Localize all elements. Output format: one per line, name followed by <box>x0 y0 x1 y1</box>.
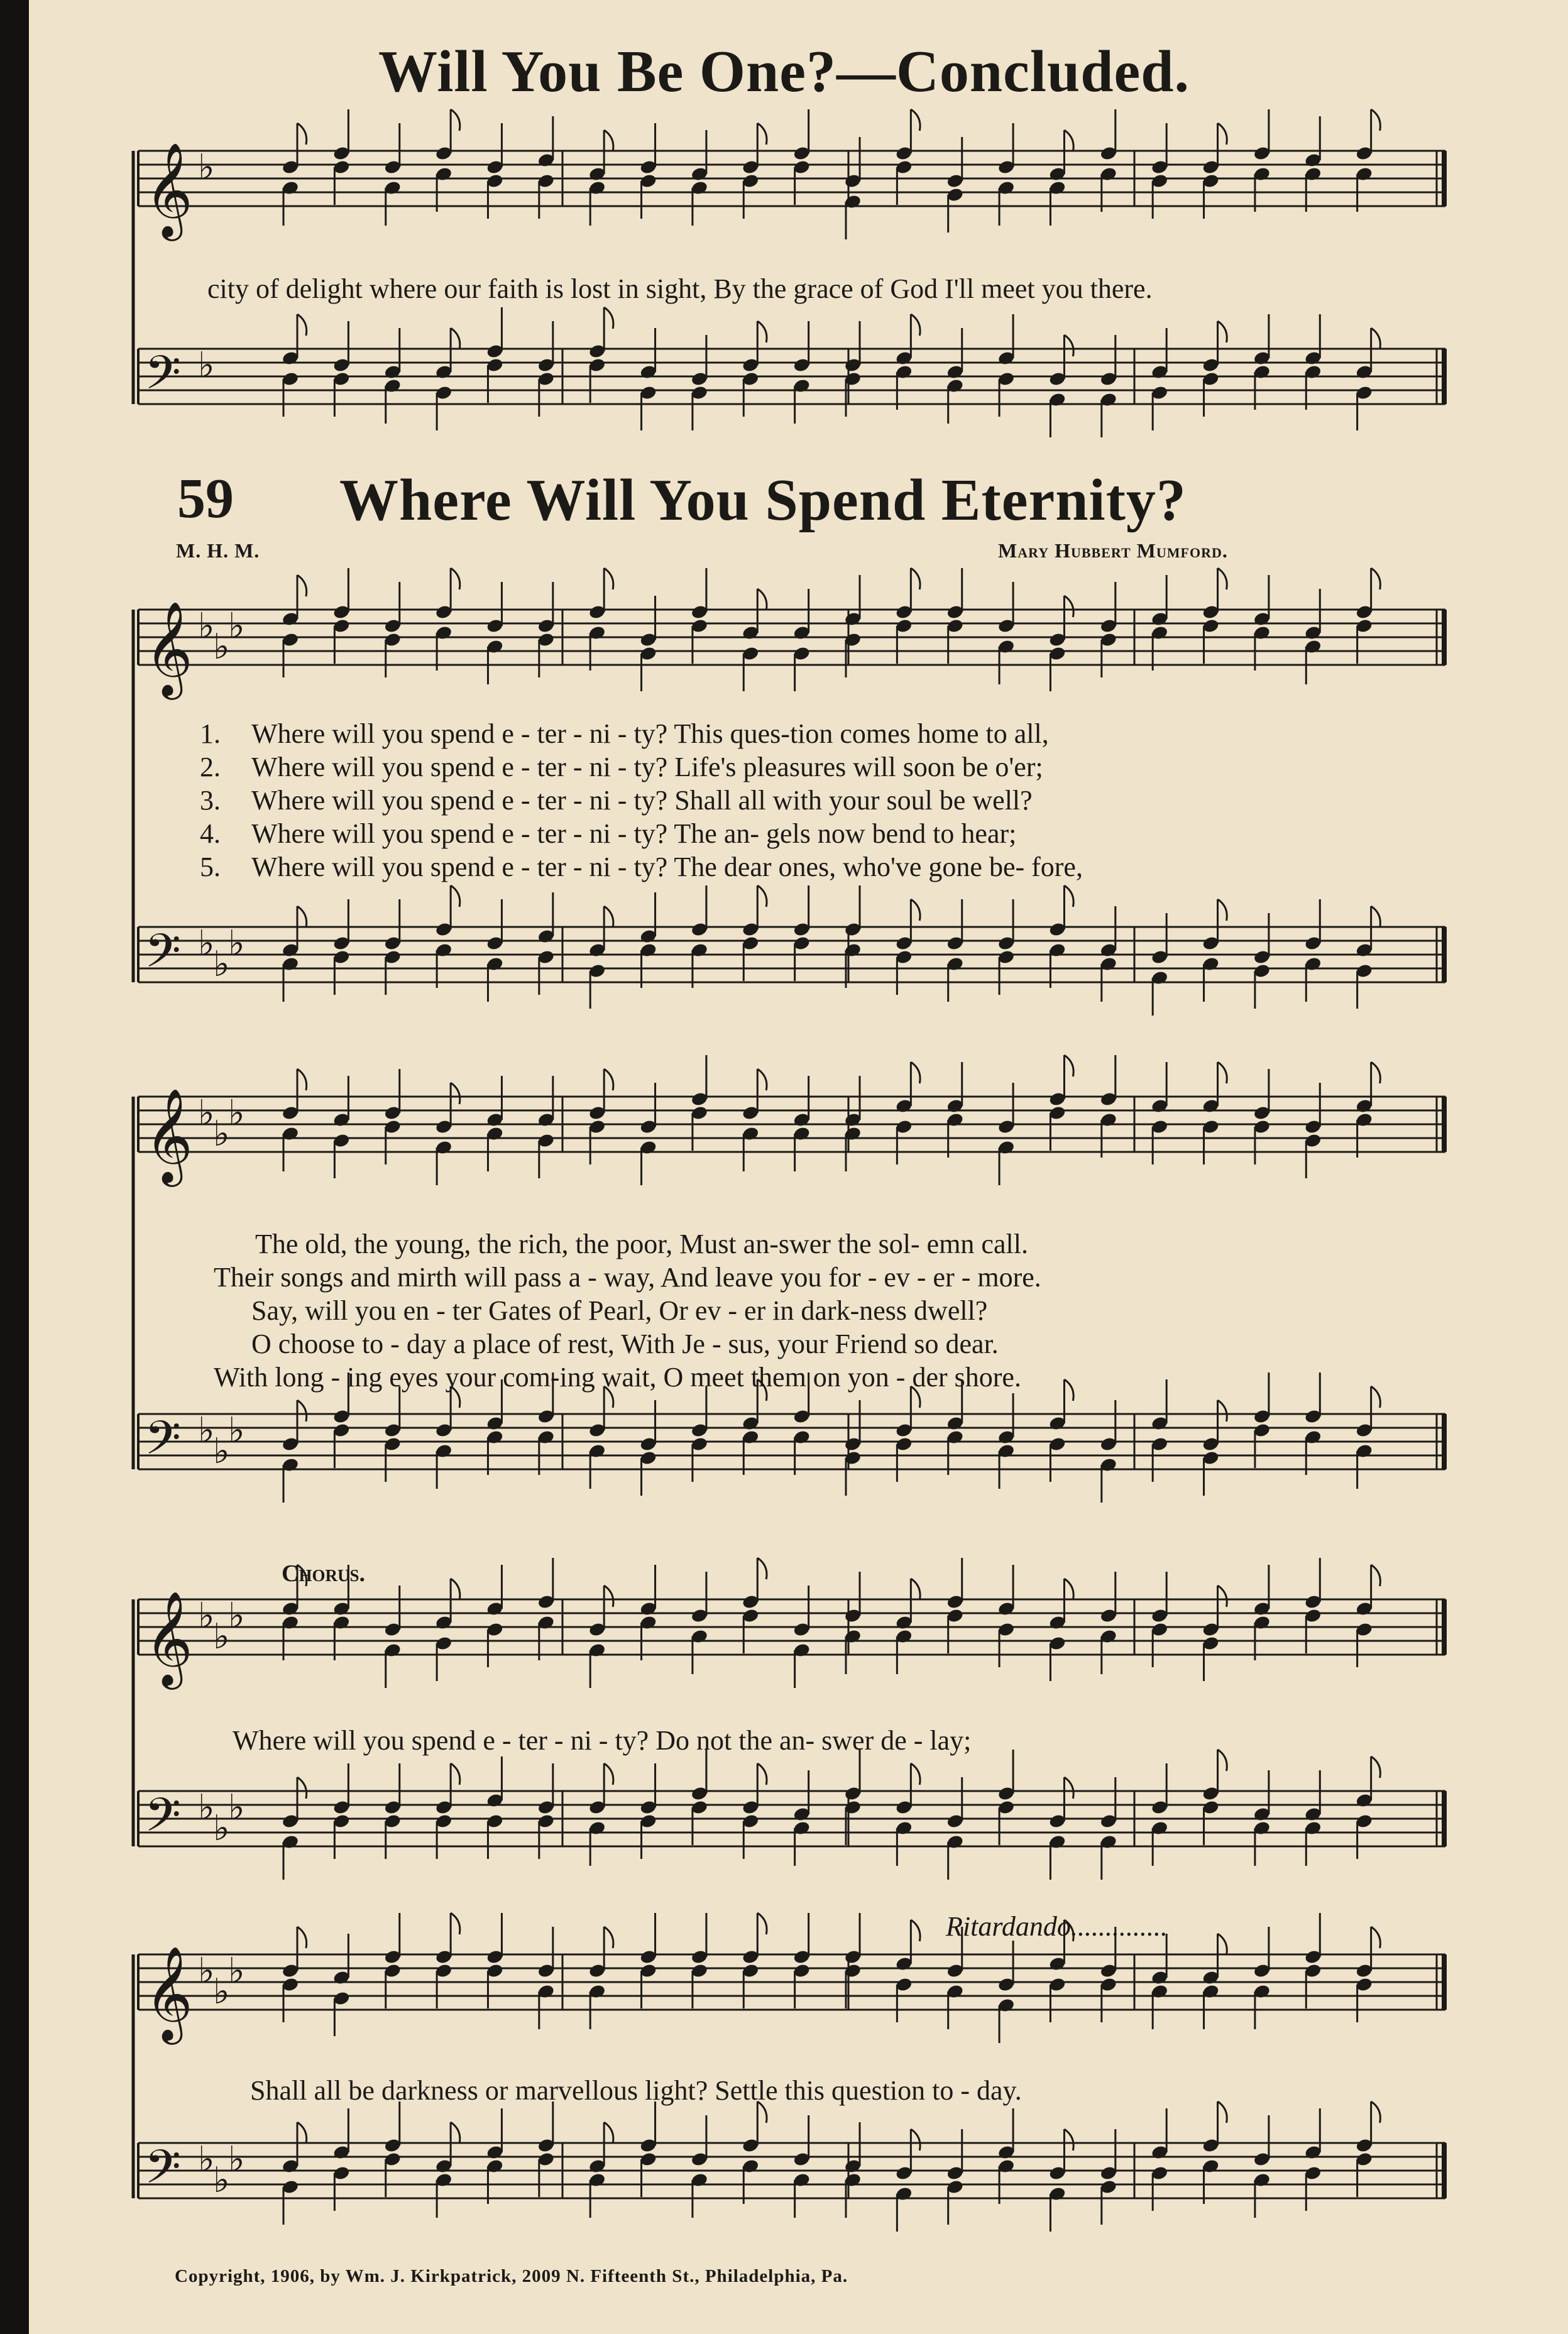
verse-line: 5. Where will you spend e - ter - ni - ty? The dear ones, who've gone be- fore, <box>200 852 1083 882</box>
note-flag <box>604 307 613 329</box>
note-flag <box>1218 1062 1227 1083</box>
note-flag <box>1371 1756 1381 1778</box>
note-flag <box>757 589 767 610</box>
note-flag <box>1218 1586 1227 1607</box>
note-flag <box>911 899 920 921</box>
note-flag <box>757 885 767 907</box>
note-flag <box>604 1069 613 1090</box>
note-flag <box>1064 885 1073 907</box>
flat-icon: ♭ <box>213 1616 230 1657</box>
bar-line <box>1442 2143 1447 2198</box>
verse-line: Their songs and mirth will pass a - way, And leave you for - ev - er - more. <box>214 1262 1041 1293</box>
note-flag <box>604 130 613 151</box>
treble-clef-icon: 𝄞 <box>145 1945 193 2041</box>
flat-icon: ♭ <box>228 1410 245 1451</box>
note-flag <box>911 1920 920 1941</box>
note-flag <box>297 2122 307 2144</box>
flat-icon: ♭ <box>198 1787 215 1828</box>
note-flag <box>604 2122 613 2144</box>
note-flag <box>1064 1379 1073 1401</box>
note-flag <box>297 906 307 928</box>
note-flag <box>911 1062 920 1083</box>
note-flag <box>911 314 920 336</box>
flat-icon: ♭ <box>198 1951 215 1992</box>
treble-clef-icon: 𝄞 <box>145 1590 193 1685</box>
composer-credit: Mary Hubbert Mumford. <box>998 539 1228 562</box>
note-flag <box>1218 1750 1227 1771</box>
note-flag <box>1218 899 1227 921</box>
flat-icon: ♭ <box>228 923 245 964</box>
note-flag <box>1371 2101 1381 2123</box>
flat-icon: ♭ <box>213 1431 230 1472</box>
note-flag <box>911 2129 920 2150</box>
flat-icon: ♭ <box>213 2160 230 2201</box>
note-flag <box>1371 1565 1381 1586</box>
treble-clef-icon: 𝄞 <box>145 1087 193 1183</box>
note-flag <box>1218 2101 1227 2123</box>
copyright-notice: Copyright, 1906, by Wm. J. Kirkpatrick, 2009 N. Fifteenth St., Philadelphia, Pa. <box>175 2266 848 2286</box>
note-flag <box>757 123 767 145</box>
bass-clef-icon: 𝄢 <box>145 1788 181 1854</box>
chorus-label: Chorus. <box>282 1560 365 1587</box>
flat-icon: ♭ <box>198 606 215 647</box>
note-flag <box>757 321 767 342</box>
verse-line: Say, will you en - ter Gates of Pearl, Or ev - er in dark-ness dwell? <box>251 1295 988 1326</box>
note-flag <box>451 568 460 589</box>
note-flag <box>1218 568 1227 589</box>
concluded-lyric: city of delight where our faith is lost in sight, By the grace of God I'll meet you there. <box>207 273 1153 304</box>
bass-clef-icon: 𝄢 <box>145 1411 181 1477</box>
note-flag <box>1218 1934 1227 1955</box>
verse-line: 4. Where will you spend e - ter - ni - ty? The an- gels now bend to hear; <box>200 818 1017 849</box>
note-flag <box>604 1763 613 1785</box>
note-flag <box>1064 2129 1073 2150</box>
chorus-line-2: Shall all be darkness or marvellous light? Settle this question to - day. <box>250 2075 1022 2106</box>
note-flag <box>757 1558 767 1579</box>
note-flag <box>1371 1927 1381 1948</box>
note-flag <box>757 1069 767 1090</box>
note-flag <box>297 1777 307 1799</box>
verses-part2 <box>214 1230 1041 1397</box>
note-flag <box>297 1069 307 1090</box>
flat-icon: ♭ <box>213 1971 230 2012</box>
hymn-number: 59 <box>177 468 234 530</box>
note-flag <box>297 123 307 145</box>
flat-icon: ♭ <box>213 627 230 667</box>
note-flag <box>911 568 920 589</box>
note-flag <box>604 1586 613 1607</box>
note-flag <box>911 1763 920 1785</box>
note-flag <box>1218 123 1227 145</box>
bar-line <box>1442 610 1447 665</box>
bar-line <box>1442 1097 1447 1152</box>
flat-icon: ♭ <box>198 1410 215 1451</box>
note-flag <box>604 906 613 928</box>
flat-icon: ♭ <box>228 606 245 647</box>
verse-line: 3. Where will you spend e - ter - ni - ty? Shall all with your soul be well? <box>200 785 1033 816</box>
bass-clef-icon: 𝄢 <box>145 2140 181 2206</box>
note-flag <box>1371 906 1381 928</box>
bar-line <box>1442 349 1447 404</box>
verse-line: The old, the young, the rich, the poor, Must an-swer the sol- emn call. <box>255 1229 1028 1259</box>
note-flag <box>1371 568 1381 589</box>
verse-line: 2. Where will you spend e - ter - ni - ty? Life's pleasures will soon be o'er; <box>200 752 1043 782</box>
note-flag <box>297 314 307 336</box>
note-flag <box>297 575 307 596</box>
note-flag <box>604 568 613 589</box>
flat-icon: ♭ <box>228 1787 245 1828</box>
page-title: Will You Be One?—Concluded. <box>378 39 1190 104</box>
note-flag <box>1064 335 1073 356</box>
flat-icon: ♭ <box>228 1596 245 1636</box>
verse-line: 1. Where will you spend e - ter - ni - ty? This ques-tion comes home to all, <box>200 718 1049 749</box>
flat-icon: ♭ <box>198 2139 215 2180</box>
bar-line <box>1442 1414 1447 1469</box>
note-flag <box>297 1927 307 1948</box>
flat-icon: ♭ <box>228 2139 245 2180</box>
bar-line <box>1442 151 1447 206</box>
bar-line <box>1442 927 1447 982</box>
flat-icon: ♭ <box>198 345 215 386</box>
note-flag <box>451 1763 460 1785</box>
note-flag <box>757 1913 767 1934</box>
verse-line: O choose to - day a place of rest, With Je - sus, your Friend so dear. <box>251 1329 999 1359</box>
flat-icon: ♭ <box>213 944 230 985</box>
note-flag <box>451 328 460 349</box>
note-flag <box>1371 328 1381 349</box>
note-flag <box>1064 1777 1073 1799</box>
flat-icon: ♭ <box>228 1951 245 1992</box>
note-flag <box>911 109 920 131</box>
note-flag <box>911 1579 920 1600</box>
note-flag <box>451 2122 460 2144</box>
note-flag <box>1371 1386 1381 1408</box>
flat-icon: ♭ <box>213 1114 230 1154</box>
treble-clef-icon: 𝄞 <box>145 141 193 237</box>
note-flag <box>604 1927 613 1948</box>
note-flag <box>1064 1579 1073 1600</box>
note-flag <box>451 1579 460 1600</box>
note-flag <box>1064 1055 1073 1077</box>
bar-line <box>1442 1954 1447 2010</box>
note-flag <box>757 1763 767 1785</box>
flat-icon: ♭ <box>198 923 215 964</box>
note-flag <box>451 109 460 131</box>
bass-clef-icon: 𝄢 <box>145 924 181 990</box>
note-flag <box>1371 1062 1381 1083</box>
note-flag <box>1064 596 1073 617</box>
note-flag <box>297 1400 307 1422</box>
flat-icon: ♭ <box>198 1093 215 1134</box>
flat-icon: ♭ <box>213 1808 230 1849</box>
note-flag <box>451 1913 460 1934</box>
lyricist-credit: M. H. M. <box>176 539 260 562</box>
verses-part1 <box>200 720 1083 887</box>
chorus-line-1: Where will you spend e - ter - ni - ty? Do not the an- swer de - lay; <box>233 1725 972 1756</box>
note-flag <box>1064 130 1073 151</box>
note-flag <box>451 885 460 907</box>
bar-line <box>1442 1791 1447 1846</box>
verse-line: With long - ing eyes your com-ing wait, O meet them on yon - der shore. <box>214 1362 1021 1393</box>
flat-icon: ♭ <box>228 1093 245 1134</box>
note-flag <box>1218 321 1227 342</box>
flat-icon: ♭ <box>198 1596 215 1636</box>
note-flag <box>1218 1400 1227 1422</box>
flat-icon: ♭ <box>198 147 215 188</box>
tempo-marking: Ritardando.............. <box>946 1911 1168 1942</box>
treble-clef-icon: 𝄞 <box>145 600 193 696</box>
bar-line <box>1442 1599 1447 1655</box>
hymn-title: Where Will You Spend Eternity? <box>339 468 1187 533</box>
bass-clef-icon: 𝄢 <box>145 346 181 412</box>
note-flag <box>1371 109 1381 131</box>
note-flag <box>451 1083 460 1104</box>
